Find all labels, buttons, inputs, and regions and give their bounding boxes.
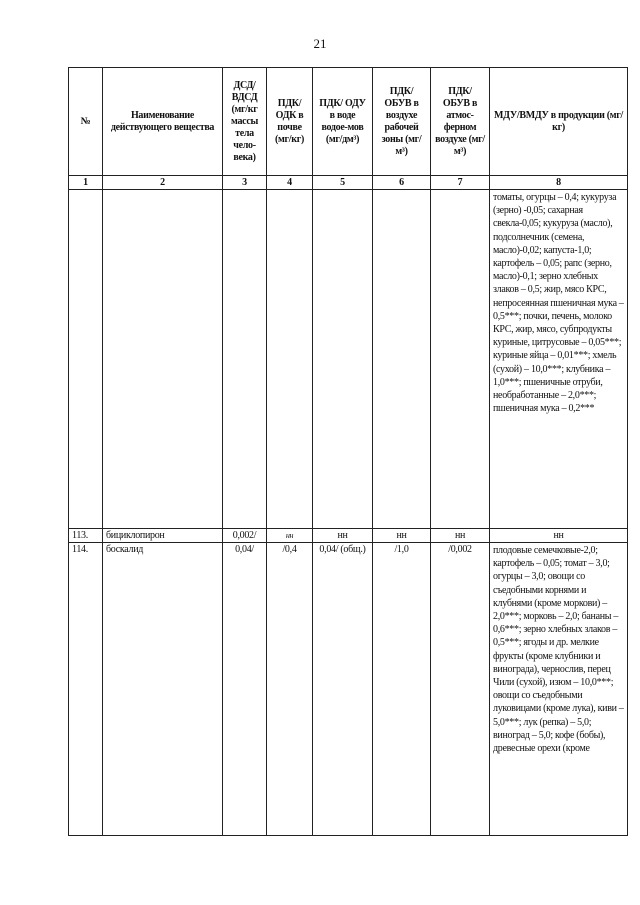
header-row (69, 68, 628, 176)
page-number: 21 (313, 36, 327, 51)
table-row (69, 543, 628, 836)
pdk-water-value: 0,04/ (общ.) (313, 543, 373, 836)
column-number: 4 (267, 176, 313, 190)
column-number: 5 (313, 176, 373, 190)
mdu-cell: плодовые семечковые-2,0; картофель – 0,05; томат – 3,0; огурцы – 3,0; овощи со съедобными корнями и клубнями (кроме моркови) – 2,0***; морковь – 2,0; бананы – 0,6***; зерно хлебных злаков – 0,5***; ягоды и др. мелкие фрукты (кроме клубники и винограда), чернослив, перец Чили (сухой), изюм – 10,0***; овощи со съедобными луковицами (кроме лука), киви – 5,0***; лук (репка) – 5,0; виноград – 5,0; кофе (бобы), древесные орехи (кроме (490, 543, 628, 836)
empty-cell (69, 190, 103, 529)
empty-cell (313, 190, 373, 529)
table-row (69, 529, 628, 543)
header-number: № (69, 68, 103, 176)
pdk-workzone-value: нн (373, 529, 431, 543)
substance-name: боскалид (103, 543, 223, 836)
mdu-value: нн (490, 529, 628, 543)
pesticide-table (68, 67, 628, 836)
dsd-value: 0,04/ (223, 543, 267, 836)
empty-cell (373, 190, 431, 529)
row-number: 114. (69, 543, 103, 836)
header-mdu: МДУ/ВМДУ в продукции (мг/кг) (490, 68, 628, 176)
header-pdk-workzone: ПДК/ ОБУВ в воздухе рабочей зоны (мг/м³) (373, 68, 431, 176)
column-number: 7 (431, 176, 490, 190)
column-number: 1 (69, 176, 103, 190)
column-number: 3 (223, 176, 267, 190)
column-number: 8 (490, 176, 628, 190)
pdk-atmosphere-value: /0,002 (431, 543, 490, 836)
dsd-value: 0,002/ (223, 529, 267, 543)
pdk-soil-value: /0,4 (267, 543, 313, 836)
header-dsd: ДСД/ ВДСД (мг/кг массы тела чело-века) (223, 68, 267, 176)
mdu-cell: томаты, огурцы – 0,4; кукуруза (зерно) -0,05; сахарная свекла-0,05; кукуруза (масло), подсолнечник (семена, масло)-0,02; капуста-1,0; картофель – 0,05; рапс (зерно, масло)-0,1; зерно хлебных злаков – 0,5; жир, мясо КРС, непросеянная пшеничная мука – 0,5***; почки, печень, молоко КРС, жир, мясо, субпродукты куриные, цитрусовые – 0,05***; куриные яйца – 0,01***; хмель (сухой) – 10,0***; клубника – 1,0***; пшеничные отруби, необработанные – 2,0***; пшеничная мука – 0,2*** (490, 190, 628, 529)
pdk-soil-value: нн (267, 529, 313, 543)
pdk-water-value: нн (313, 529, 373, 543)
substance-name: бициклопирон (103, 529, 223, 543)
header-pdk-soil: ПДК/ ОДК в почве (мг/кг) (267, 68, 313, 176)
column-number: 6 (373, 176, 431, 190)
empty-cell (223, 190, 267, 529)
header-substance-name: Наименование действующего вещества (103, 68, 223, 176)
column-number: 2 (103, 176, 223, 190)
column-number-row (69, 176, 628, 190)
pdk-workzone-value: /1,0 (373, 543, 431, 836)
header-pdk-water: ПДК/ ОДУ в воде водое-мов (мг/дм³) (313, 68, 373, 176)
pdk-atmosphere-value: нн (431, 529, 490, 543)
empty-cell (267, 190, 313, 529)
empty-cell (103, 190, 223, 529)
row-number: 113. (69, 529, 103, 543)
empty-cell (431, 190, 490, 529)
table-row-continuation (69, 190, 628, 529)
header-pdk-atmosphere: ПДК/ ОБУВ в атмос-ферном воздухе (мг/м³) (431, 68, 490, 176)
